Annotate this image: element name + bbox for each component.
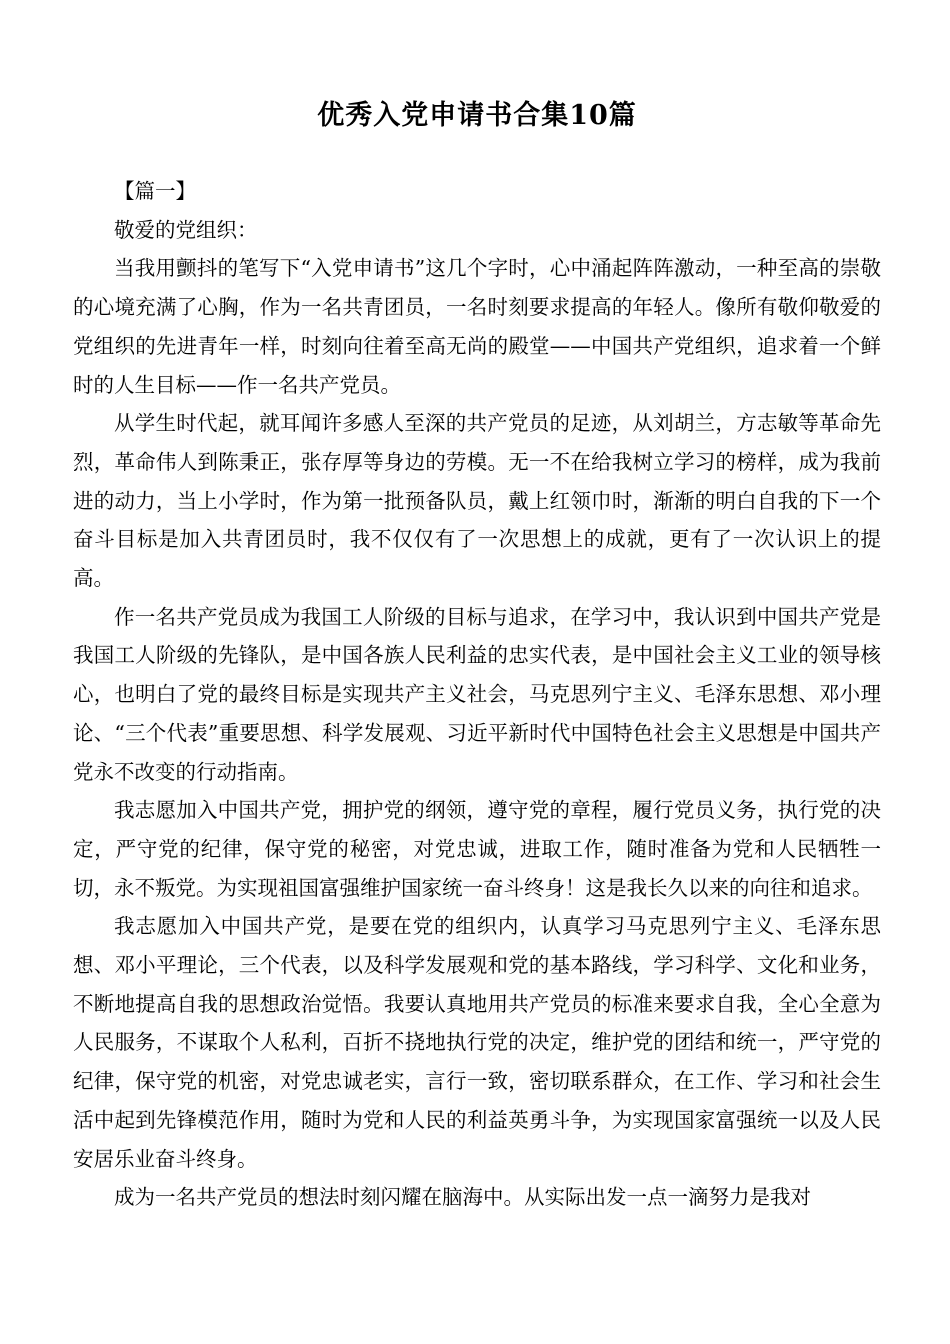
paragraph-5: 我志愿加入中国共产党，是要在党的组织内，认真学习马克思列宁主义、毛泽东思想、邓小平理论，三个代表，以及科学发展观和党的基本路线，学习科学、文化和业务，不断地提高自我的思想政治觉悟。我要认真地用共产党员的标准来要求自我，全心全意为人民服务，不谋取个人私利，百折不挠地执行党的决定，维护党的团结和统一，严守党的纪律，保守党的机密，对党忠诚老实，言行一致，密切联系群众，在工作、学习和社会生活中起到先锋模范作用，随时为党和人民的利益英勇斗争，为实现国家富强统一以及人民安居乐业奋斗终身。 [73, 914, 881, 1171]
paragraph-2: 从学生时代起，就耳闻许多感人至深的共产党员的足迹，从刘胡兰，方志敏等革命先烈，革命伟人到陈秉正，张存厚等身边的劳模。无一不在给我树立学习的榜样，成为我前进的动力，当上小学时，作为第一批预备队员，戴上红领巾时，渐渐的明白自我的下一个奋斗目标是加入共青团员时，我不仅仅有了一次思想上的成就，更有了一次认识上的提高。 [73, 411, 881, 591]
section-heading: 【篇一】 [114, 179, 196, 203]
document-title: 优秀入党申请书合集10篇 [317, 100, 637, 131]
document-body [73, 172, 881, 1217]
paragraph-1: 当我用颤抖的笔写下“入党申请书”这几个字时，心中涌起阵阵激动，一种至高的崇敬的心境充满了心胸，作为一名共青团员，一名时刻要求提高的年轻人。像所有敬仰敬爱的党组织的先进青年一样，时刻向往着至高无尚的殿堂——中国共产党组织，追求着一个鲜时的人生目标——作一名共产党员。 [73, 256, 881, 397]
paragraph-6: 成为一名共产党员的想法时刻闪耀在脑海中。从实际出发一点一滴努力是我对 [114, 1185, 811, 1210]
paragraph-3: 作一名共产党员成为我国工人阶级的目标与追求，在学习中，我认识到中国共产党是我国工人阶级的先锋队，是中国各族人民利益的忠实代表，是中国社会主义工业的领导核心，也明白了党的最终目标是实现共产主义社会，马克思列宁主义、毛泽东思想、邓小理论、“三个代表”重要思想、科学发展观、习近平新时代中国特色社会主义思想是中国共产党永不改变的行动指南。 [73, 604, 881, 784]
paragraph-4: 我志愿加入中国共产党，拥护党的纲领，遵守党的章程，履行党员义务，执行党的决定，严守党的纪律，保守党的秘密，对党忠诚，进取工作，随时准备为党和人民牺牲一切，永不叛党。为实现祖国富强维护国家统一奋斗终身！这是我长久以来的向往和追求。 [73, 798, 881, 900]
salutation: 敬爱的党组织： [114, 217, 258, 242]
